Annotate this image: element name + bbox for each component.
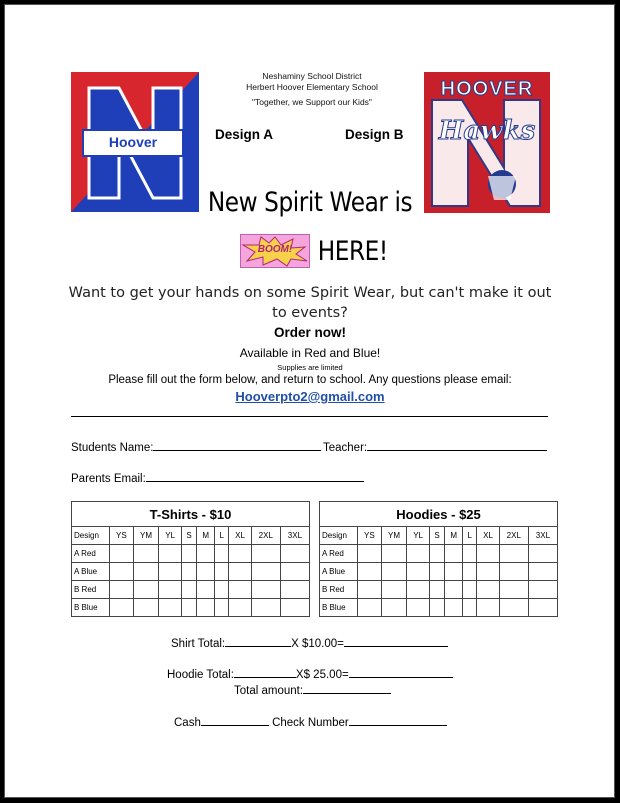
hoodies-order-table <box>319 501 558 617</box>
hoodie-price: X$ 25.00= <box>295 669 349 681</box>
school-motto: "Together, we Support our Kids" <box>252 97 372 107</box>
quantity-cell[interactable] <box>159 563 181 581</box>
quantity-cell[interactable] <box>280 545 309 563</box>
quantity-cell[interactable] <box>251 545 280 563</box>
quantity-cell[interactable] <box>197 599 215 617</box>
column-header: 3XL <box>280 527 309 545</box>
shirt-price: X $10.00= <box>291 638 344 650</box>
quantity-cell[interactable] <box>181 563 197 581</box>
quantity-cell[interactable] <box>181 545 197 563</box>
quantity-cell[interactable] <box>381 563 407 581</box>
quantity-cell[interactable] <box>407 563 429 581</box>
quantity-cell[interactable] <box>499 581 528 599</box>
instructions-text: Please fill out the form below, and return to school. Any questions please email: <box>108 374 512 386</box>
column-header: YM <box>381 527 407 545</box>
quantity-cell[interactable] <box>429 545 445 563</box>
design-b-label: Design B <box>345 127 404 142</box>
quantity-cell[interactable] <box>159 599 181 617</box>
column-header: YS <box>358 527 382 545</box>
quantity-cell[interactable] <box>229 599 251 617</box>
quantity-cell[interactable] <box>159 545 181 563</box>
shirt-total-label: Shirt Total: <box>171 638 226 650</box>
quantity-cell[interactable] <box>477 581 499 599</box>
quantity-cell[interactable] <box>110 581 134 599</box>
payment-line[interactable] <box>174 714 447 729</box>
table-row <box>320 599 558 617</box>
column-header: YL <box>407 527 429 545</box>
table-row <box>320 545 558 563</box>
quantity-cell[interactable] <box>463 599 477 617</box>
quantity-cell[interactable] <box>280 581 309 599</box>
quantity-cell[interactable] <box>229 545 251 563</box>
quantity-cell[interactable] <box>445 545 463 563</box>
quantity-cell[interactable] <box>159 581 181 599</box>
quantity-cell[interactable] <box>197 563 215 581</box>
table-row <box>320 581 558 599</box>
boom-graphic <box>240 234 310 268</box>
row-label: A Red <box>72 545 110 563</box>
quantity-cell[interactable] <box>381 545 407 563</box>
quantity-cell[interactable] <box>528 599 557 617</box>
column-header: 3XL <box>528 527 557 545</box>
column-header: YM <box>133 527 159 545</box>
design-b-logo-top-text: HOOVER <box>440 78 534 100</box>
column-header: YS <box>110 527 134 545</box>
shirt-total-line[interactable] <box>171 635 448 650</box>
students-name-label: Students Name: <box>71 442 154 454</box>
quantity-cell[interactable] <box>429 581 445 599</box>
contact-email-link[interactable]: Hooverpto2@gmail.com <box>235 389 385 404</box>
quantity-cell[interactable] <box>407 599 429 617</box>
flyer-page <box>4 4 615 798</box>
quantity-cell[interactable] <box>215 581 229 599</box>
quantity-cell[interactable] <box>181 581 197 599</box>
hoodie-total-line[interactable] <box>167 666 453 681</box>
quantity-cell[interactable] <box>280 599 309 617</box>
quantity-cell[interactable] <box>110 545 134 563</box>
school-name: Herbert Hoover Elementary School <box>246 82 378 92</box>
table-row <box>72 563 310 581</box>
quantity-cell[interactable] <box>133 563 159 581</box>
teacher-line[interactable] <box>367 439 547 451</box>
hoodies-header-row <box>320 527 558 545</box>
quantity-cell[interactable] <box>407 581 429 599</box>
quantity-cell[interactable] <box>229 581 251 599</box>
quantity-cell[interactable] <box>181 599 197 617</box>
column-header: XL <box>477 527 499 545</box>
parents-email-label: Parents Email: <box>71 473 146 485</box>
row-label: B Red <box>72 581 110 599</box>
quantity-cell[interactable] <box>381 581 407 599</box>
design-b-logo-script-text: Hawks <box>438 116 536 146</box>
quantity-cell[interactable] <box>528 581 557 599</box>
check-number-label: Check Number <box>272 717 349 729</box>
teacher-field[interactable] <box>323 439 547 454</box>
quantity-cell[interactable] <box>215 599 229 617</box>
cash-label: Cash <box>174 717 201 729</box>
quantity-cell[interactable] <box>477 599 499 617</box>
shirt-sum-line[interactable] <box>344 635 448 647</box>
table-row <box>72 581 310 599</box>
total-amount-line[interactable] <box>234 682 391 697</box>
parents-email-line[interactable] <box>146 470 364 482</box>
quantity-cell[interactable] <box>358 581 382 599</box>
students-name-field[interactable] <box>71 439 321 454</box>
quantity-cell[interactable] <box>463 545 477 563</box>
quantity-cell[interactable] <box>499 563 528 581</box>
column-header: Design <box>320 527 358 545</box>
quantity-cell[interactable] <box>381 599 407 617</box>
quantity-cell[interactable] <box>197 581 215 599</box>
quantity-cell[interactable] <box>197 545 215 563</box>
column-header: YL <box>159 527 181 545</box>
quantity-cell[interactable] <box>477 563 499 581</box>
total-amount-field-line[interactable] <box>303 682 391 694</box>
quantity-cell[interactable] <box>407 545 429 563</box>
quantity-cell[interactable] <box>463 581 477 599</box>
district-name: Neshaminy School District <box>262 71 362 81</box>
column-header: S <box>429 527 445 545</box>
lead-text: Want to get your hands on some Spirit Wear, but can't make it out to events? <box>68 285 552 321</box>
design-a-label: Design A <box>215 127 274 142</box>
teacher-label: Teacher: <box>323 442 368 454</box>
quantity-cell[interactable] <box>528 545 557 563</box>
boom-text: BOOM! <box>257 244 293 255</box>
hoodie-sum-line[interactable] <box>349 666 453 678</box>
quantity-cell[interactable] <box>215 563 229 581</box>
supplies-text: Supplies are limited <box>277 363 343 372</box>
order-now-text: Order now! <box>273 325 346 340</box>
quantity-cell[interactable] <box>251 563 280 581</box>
quantity-cell[interactable] <box>445 599 463 617</box>
row-label: A Red <box>320 545 358 563</box>
column-header: Design <box>72 527 110 545</box>
tshirts-table-title: T-Shirts - $10 <box>72 502 310 527</box>
quantity-cell[interactable] <box>463 563 477 581</box>
quantity-cell[interactable] <box>251 599 280 617</box>
hoodie-qty-line[interactable] <box>234 666 296 678</box>
row-label: B Blue <box>320 599 358 617</box>
quantity-cell[interactable] <box>133 599 159 617</box>
check-number-line[interactable] <box>349 714 447 726</box>
quantity-cell[interactable] <box>445 581 463 599</box>
quantity-cell[interactable] <box>445 563 463 581</box>
quantity-cell[interactable] <box>358 563 382 581</box>
quantity-cell[interactable] <box>358 599 382 617</box>
quantity-cell[interactable] <box>429 563 445 581</box>
total-amount-label: Total amount: <box>234 685 304 697</box>
column-header: 2XL <box>251 527 280 545</box>
shirt-qty-line[interactable] <box>225 635 291 647</box>
quantity-cell[interactable] <box>499 599 528 617</box>
quantity-cell[interactable] <box>429 599 445 617</box>
headline-line2: HERE! <box>317 236 388 267</box>
table-row <box>320 563 558 581</box>
students-name-line[interactable] <box>153 439 321 451</box>
quantity-cell[interactable] <box>477 545 499 563</box>
quantity-cell[interactable] <box>499 545 528 563</box>
table-row <box>72 599 310 617</box>
row-label: B Red <box>320 581 358 599</box>
column-header: 2XL <box>499 527 528 545</box>
cash-line[interactable] <box>201 714 269 726</box>
column-header: XL <box>229 527 251 545</box>
column-header: M <box>197 527 215 545</box>
column-header: M <box>445 527 463 545</box>
available-text: Available in Red and Blue! <box>239 346 381 360</box>
row-label: A Blue <box>72 563 110 581</box>
quantity-cell[interactable] <box>251 581 280 599</box>
column-header: S <box>181 527 197 545</box>
quantity-cell[interactable] <box>110 563 134 581</box>
hoodie-total-label: Hoodie Total: <box>167 669 234 681</box>
hoodies-table-title: Hoodies - $25 <box>320 502 558 527</box>
quantity-cell[interactable] <box>229 563 251 581</box>
tshirts-order-table <box>71 501 310 617</box>
headline-line1: New Spirit Wear is <box>207 187 413 218</box>
quantity-cell[interactable] <box>528 563 557 581</box>
tshirts-header-row <box>72 527 310 545</box>
quantity-cell[interactable] <box>133 581 159 599</box>
column-header: L <box>463 527 477 545</box>
quantity-cell[interactable] <box>133 545 159 563</box>
row-label: A Blue <box>320 563 358 581</box>
quantity-cell[interactable] <box>280 563 309 581</box>
column-header: L <box>215 527 229 545</box>
parents-email-field[interactable] <box>71 470 364 485</box>
design-a-logo-text: Hoover <box>108 134 158 150</box>
table-row <box>72 545 310 563</box>
quantity-cell[interactable] <box>358 545 382 563</box>
quantity-cell[interactable] <box>110 599 134 617</box>
separator-line <box>71 416 548 417</box>
row-label: B Blue <box>72 599 110 617</box>
quantity-cell[interactable] <box>215 545 229 563</box>
